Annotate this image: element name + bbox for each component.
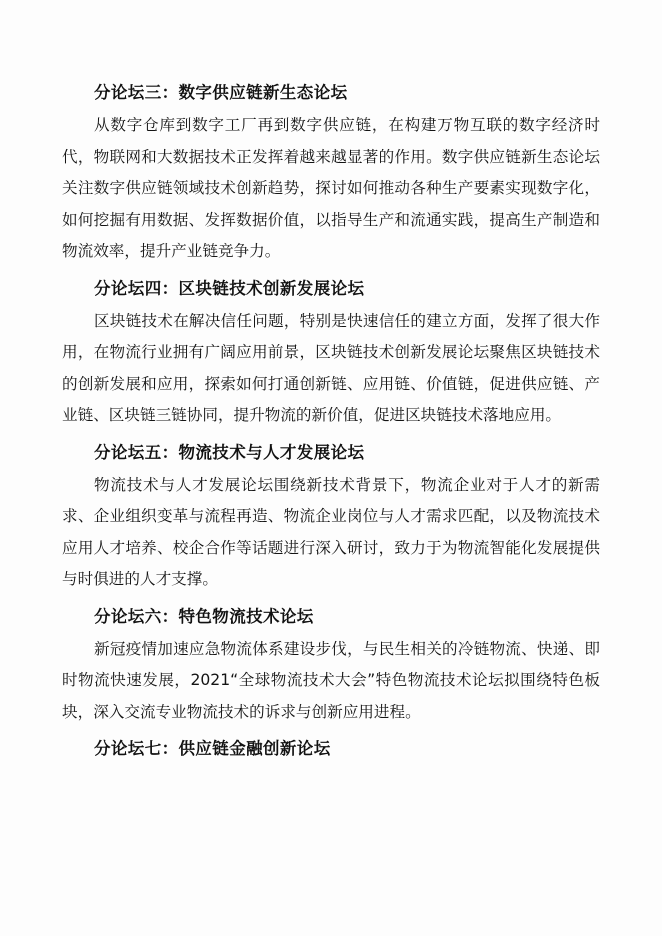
section-heading: 分论坛六：特色物流技术论坛 <box>94 606 314 626</box>
document-section <box>62 438 600 596</box>
section-heading: 分论坛三：数字供应链新生态论坛 <box>94 83 348 102</box>
section-heading: 分论坛五：物流技术与人才发展论坛 <box>94 442 365 462</box>
section-paragraph: 从数字仓库到数字工厂再到数字供应链，在构建万物互联的数字经济时代，物联网和大数据技术正发挥着越来越显著的作用。数字供应链新生态论坛关注数字供应链领域技术创新趋势，探讨如何推动各种生产要素实现数字化，如何挖掘有用数据、发挥数据价值，以指导生产和流通实践，提高生产制造和物流效率，提升产业链竞争力。 <box>62 116 600 260</box>
document-section <box>62 734 600 764</box>
section-paragraph: 区块链技术在解决信任问题，特别是快速信任的建立方面，发挥了很大作用，在物流行业拥有广阔应用前景，区块链技术创新发展论坛聚焦区块链技术的创新发展和应用，探索如何打通创新链、应用链、价值链，促进供应链、产业链、区块链三链协同，提升物流的新价值，促进区块链技术落地应用。 <box>62 311 600 424</box>
section-heading: 分论坛四：区块链技术创新发展论坛 <box>94 278 365 298</box>
document-section <box>62 274 600 432</box>
document-body <box>62 78 600 764</box>
section-paragraph: 物流技术与人才发展论坛围绕新技术背景下，物流企业对于人才的新需求、企业组织变革与流程再造、物流企业岗位与人才需求匹配，以及物流技术应用人才培养、校企合作等话题进行深入研讨，致力于为物流智能化发展提供与时俱进的人才支撑。 <box>62 475 600 588</box>
document-section <box>62 78 600 268</box>
section-paragraph: 新冠疫情加速应急物流体系建设步伐，与民生相关的冷链物流、快递、即时物流快速发展，2021“全球物流技术大会”特色物流技术论坛拟围绕特色板块，深入交流专业物流技术的诉求与创新应用进程。 <box>62 639 600 721</box>
section-heading: 分论坛七：供应链金融创新论坛 <box>94 739 331 758</box>
document-section <box>62 602 600 729</box>
